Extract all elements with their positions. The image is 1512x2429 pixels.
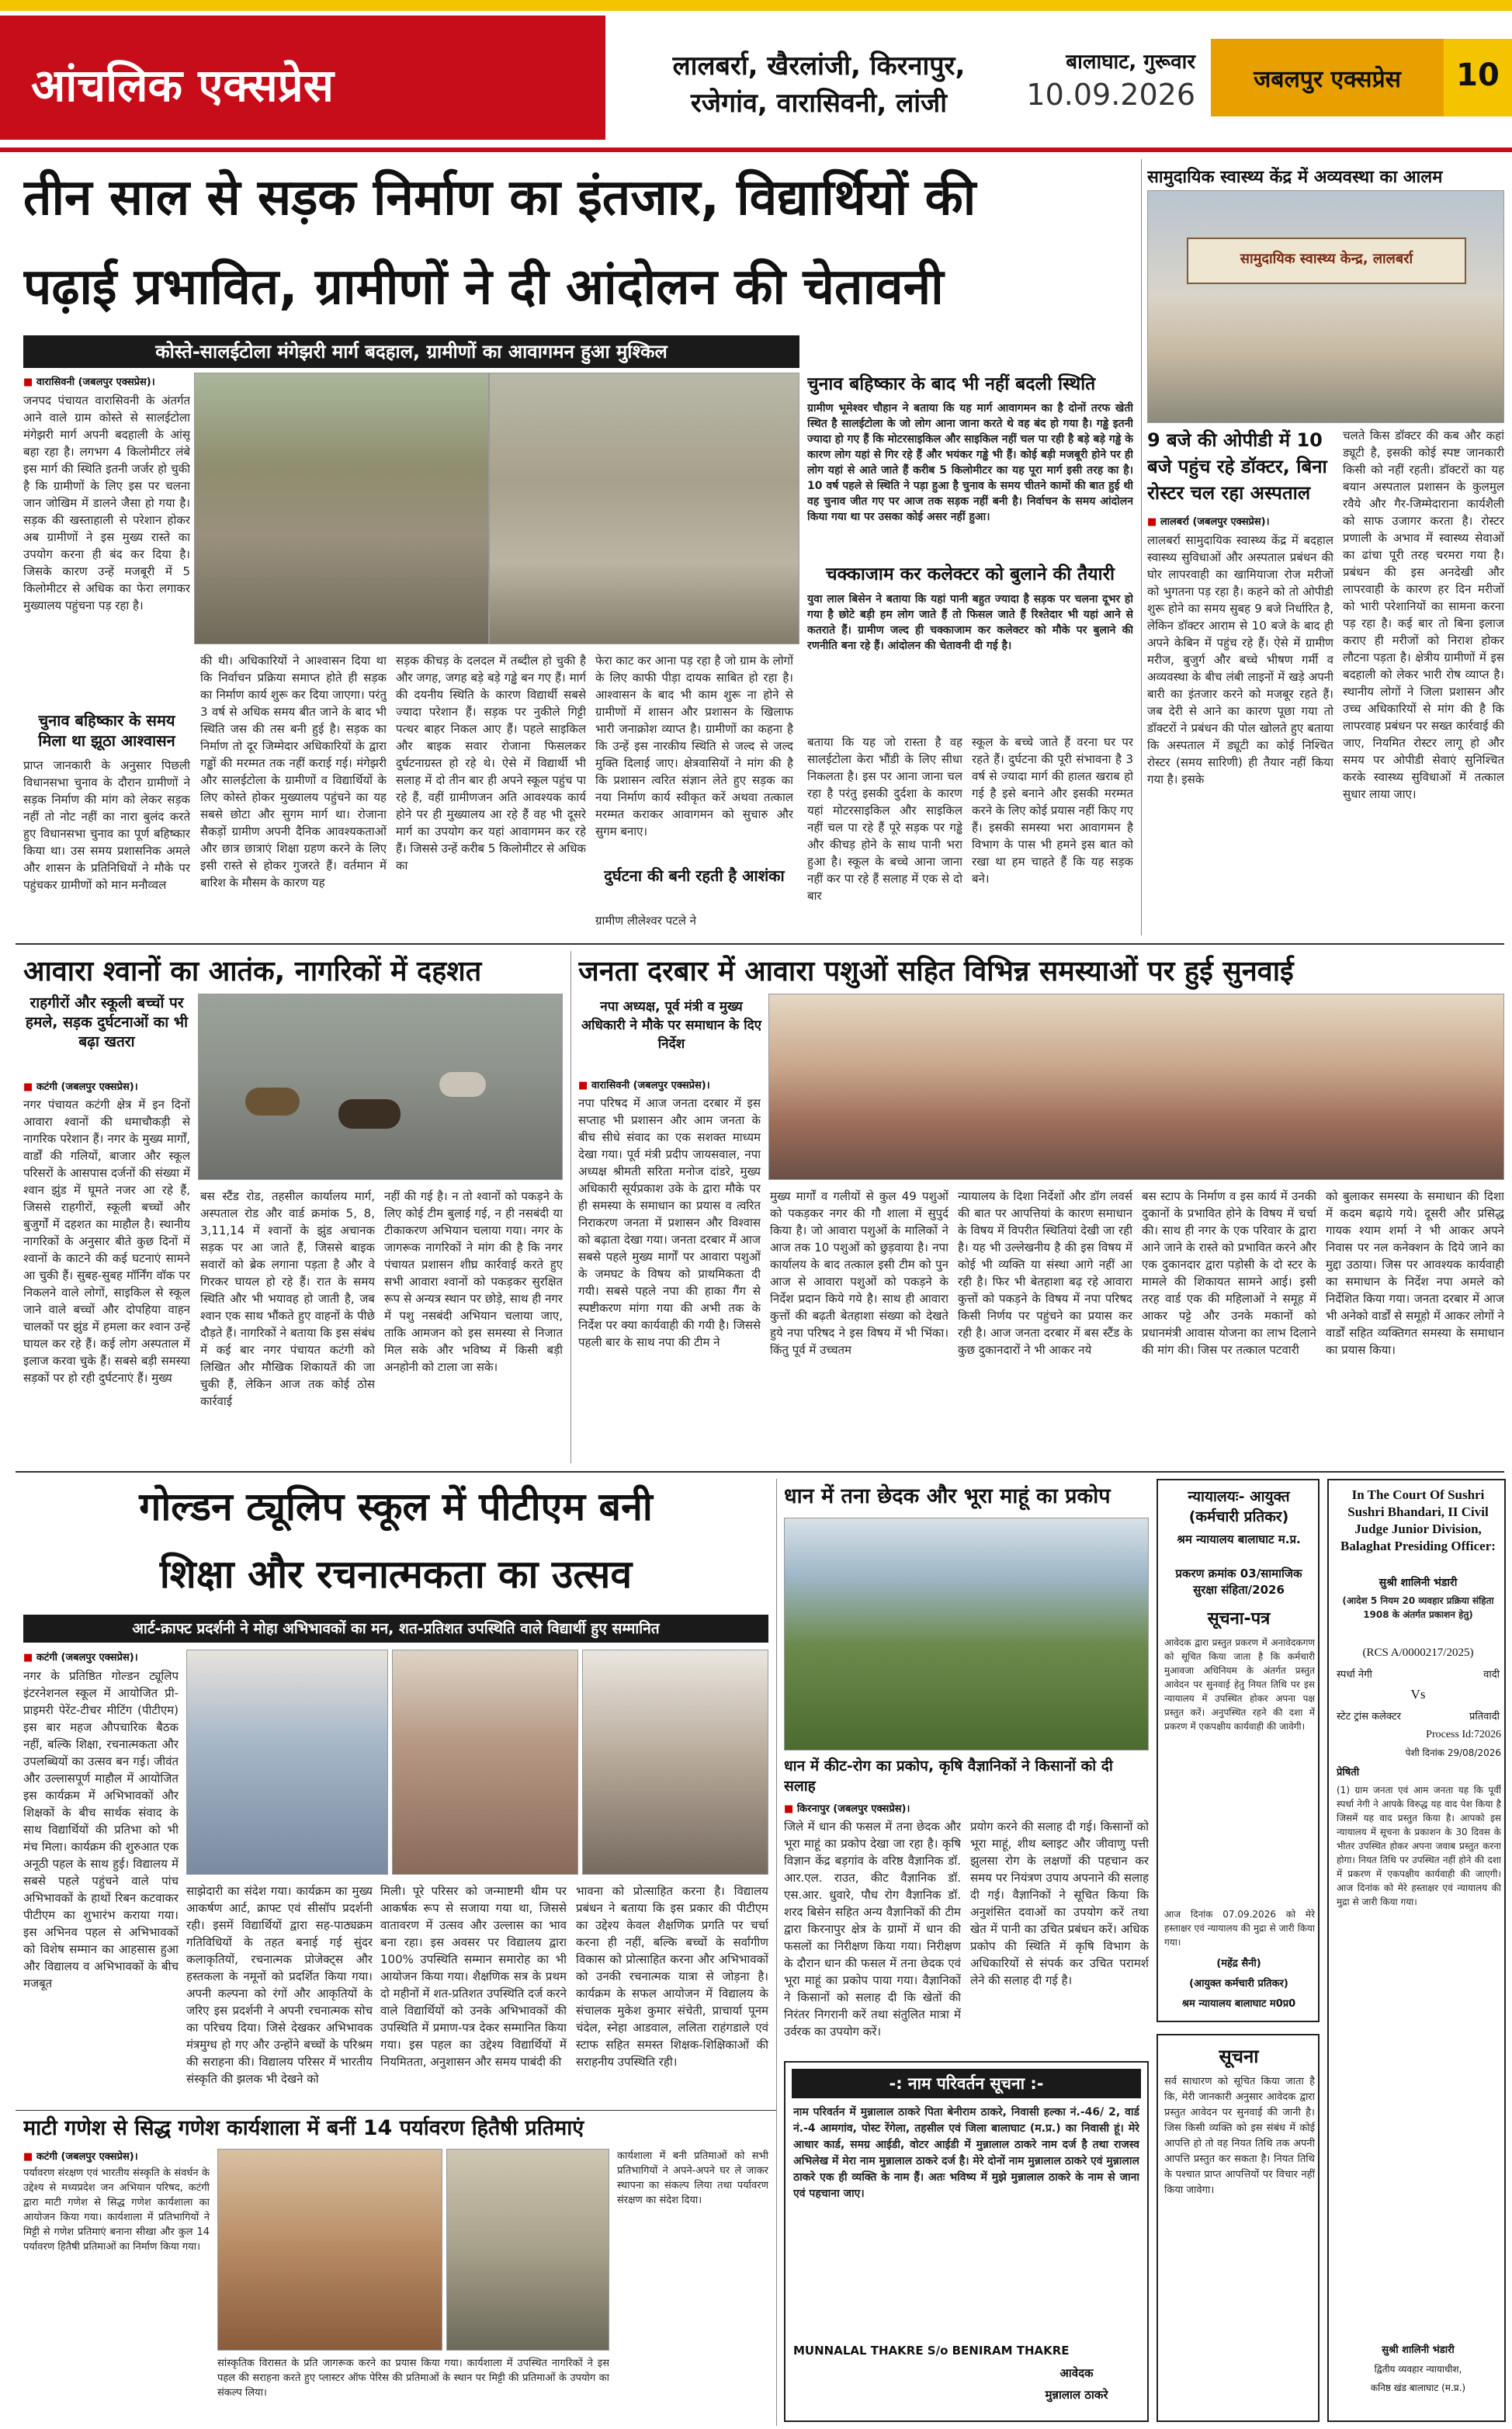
ganesh-col-1: पर्यावरण संरक्षण एवं भारतीय संस्कृति के संवर्धन के उद्देश्य से मध्यप्रदेश जन अभियान परिषद, कटंगी द्वारा माटी गणेश से सिद्ध गणेश कार्यशाला का आयोजन किया गया। कार्यशाला में प्रतिभागियों ने मिट्टी से गणेश प्रतिमाएं बनाना सीखा और कुल 14 पर्यावरण हितैषी प्रतिमाओं का निर्माण किया गया। — [23, 2167, 210, 2253]
paddy-photo — [784, 1518, 1149, 1751]
school-paddy-divider — [776, 1479, 777, 2426]
dog-silhouette-1 — [245, 1088, 300, 1116]
school-col-2: साझेदारी का संदेश गया। कार्यक्रम का मुख्य आकर्षण आर्ट, क्राफ्ट एवं सीसॉप प्रदर्शनी रही। इसमें विद्यार्थियों द्वारा सह-पाठ्यक्रम गतिविधियों के तहत बनाई गई सुंदर कलाकृतियों, रचनात्मक प्रोजेक्ट्स और हस्तकला के नमूनों को प्रदर्शित किया गया। अपनी कल्पना को रंगों और आकृतियों के जरिए इस प्रदर्शनी ने अपनी रचनात्मक सोच का परिचय दिया। जिसे देखकर अभिभावक मंत्रमुग्ध हो गए और उन्होंने बच्चों के परिश्रम की सराहना की। विद्यालय परिसर में भारतीय संस्कृति की झलक भी देखने को — [186, 1884, 373, 2086]
civil-court-plaintiff-role: वादी — [1483, 1669, 1500, 1681]
ganesh-headline: माटी गणेश से सिद्ध गणेश कार्यशाला में बनीं 14 पर्यावरण हितैषी प्रतिमाएं — [23, 2116, 584, 2140]
paddy-caption: धान में कीट-रोग का प्रकोप, कृषि वैज्ञानिकों ने किसानों को दी सलाह — [784, 1758, 1113, 1795]
civil-court-defendant-role: प्रतिवादी — [1469, 1711, 1500, 1723]
school-byline: ■ कटंगी (जबलपुर एक्सप्रेस)। — [23, 1650, 179, 1664]
masthead-yellow-bar — [0, 0, 1512, 11]
labour-court-body: आवेदक द्वारा प्रस्तुत प्रकरण में अनावेदकगण को सूचित किया जाता है कि कर्मचारी मुआवजा अधिनियम के अंतर्गत प्रस्तुत आवेदन पर सुनवाई हेतु नियत तिथि पर इस न्यायालय में उपस्थित होकर अपना पक्ष प्रस्तुत करें। अनुपस्थित रहने की दशा में प्रकरण में एकपक्षीय कार्यवाही की जावेगी। — [1164, 1637, 1315, 1732]
labour-court-date: आज दिनांक 07.09.2026 को मेरे हस्ताक्षर एवं न्यायालय की मुद्रा से जारी किया गया। — [1164, 1909, 1315, 1948]
lead-box-head: चुनाव बहिष्कार के बाद भी नहीं बदली स्थिति — [807, 374, 1096, 394]
civil-court-rule: (आदेश 5 नियम 20 व्यवहार प्रक्रिया संहिता 1908 के अंतर्गत प्रकाशन हेतु) — [1342, 1595, 1494, 1620]
lead-health-divider — [1141, 159, 1142, 935]
ganesh-col-3: कार्यशाला में बनी प्रतिमाओं को सभी प्रतिभागियों ने अपने-अपने घर ले जाकर स्थापना का संकल्प लिया तथा पर्यावरण संरक्षण का संदेश दिया। — [617, 2150, 768, 2206]
general-notice-title: सूचना — [1219, 2046, 1259, 2067]
ganesh-col-2: सांस्कृतिक विरासत के प्रति जागरूक करने का प्रयास किया गया। कार्यशाला में उपस्थित नागरिकों ने इस पहल की सराहना करते हुए प्लास्टर ऑफ पेरिस की प्रतिमाओं के स्थान पर मिट्टी की प्रतिमाओं के उपयोग का संकल्प लिया। — [217, 2358, 609, 2399]
janata-headline: जनता दरबार में आवारा पशुओं सहित विभिन्न समस्याओं पर हुई सुनवाई — [578, 956, 1294, 987]
section-title-band — [0, 16, 605, 140]
paddy-byline: ■ किरनापुर (जबलपुर एक्सप्रेस)। — [784, 1801, 1149, 1815]
page-number: 10 — [1456, 57, 1500, 93]
school-col-3: मिली। पूरे परिसर को जन्माष्टमी थीम पर आकर्षक रूप से सजाया गया था, जिससे वातावरण में उत्सव और उल्लास का भाव बना रहा। इस अवसर पर विद्यालय द्वारा 100% उपस्थिति सम्मान समारोह का भी आयोजन किया गया। शैक्षणिक सत्र के प्रथम दो महीनों में शत-प्रतिशत उपस्थिति दर्ज करने वाले विद्यार्थियों को उनके अभिभावकों की उपस्थिति में प्रमाण-पत्र देकर सम्मानित किया गया। इस पहल का उद्देश्य विद्यार्थियों में नियमितता, अनुशासन और समय पाबंदी की — [380, 1884, 567, 2069]
lead-sub-1: चुनाव बहिष्कार के समय मिला था झूठा आश्वासन — [38, 711, 175, 750]
dog-silhouette-2 — [338, 1099, 401, 1129]
lead-col-6: स्कूल के बच्चे जाते हैं वरना घर पर रहते हैं। दुर्घटना की पूरी संभावना है 3 वर्ष से ज्यादा मार्ग की हालत खराब हो गई है इसे बनाने और इसकी मरम्मत करने के लिए कोई प्रयास नहीं किए गए हैं। इसकी समस्या भरा आवागमन है विभाग के पास भी हमने इस बात को रखा था हम चाहते हैं कि यह सड़क बने। — [972, 735, 1133, 886]
lead-col-2: की थी। अधिकारियों ने आश्वासन दिया था कि निर्वाचन प्रक्रिया समाप्त होते ही सड़क का निर्माण कार्य शुरू कर दिया जाएगा। परंतु 3 वर्ष से अधिक समय बीत जाने के बाद भी स्थिति जस की तस बनी हुई है। सड़क का निर्माण तो दूर जिम्मेदार अधिकारियों के द्वारा गड्ढों की मरम्मत तक नहीं कराई गई। मंगेझरी और सालईटोला के ग्रामीणों व विद्यार्थियों के लिए कोस्ते होकर मुख्यालय पहुंचने का यह सबसे छोटा और सुगम मार्ग था। रोजाना सैकड़ों ग्रामीण अपनी दैनिक आवश्यकताओं और छात्र छात्राएं शिक्षा ग्रहण करने के लिए इसी रास्ते से होकर गुजरते हैं। वर्तमान में बारिश के मौसम के कारण यह — [200, 654, 387, 890]
school-headline-2: शिक्षा और रचनात्मकता का उत्सव — [159, 1552, 633, 1597]
janata-col-4: बस स्टाप के निर्माण व इस कार्य में उनकी दुकानों के प्रभावित होने के विषय में चर्चा की। साथ ही नगर के एक परिवार के द्वारा आने जाने के रास्ते को प्रभावित करने और एक दुकानदार द्वारा पड़ोसी के दो स्टर के मामले की शिकायत सामने आई। इसी तरह वार्ड एक की महिलाओं ने समूह में आकर पट्टे और उनके मकानों को प्रधानमंत्री आवास योजना का लाभ दिलाने की मांग की। जिस पर तत्काल पटवारी — [1142, 1189, 1316, 1357]
lead-col-1b: प्राप्त जानकारी के अनुसार पिछली विधानसभा चुनाव के दौरान ग्रामीणों ने सड़क निर्माण की मांग को लेकर सड़क नहीं तो नोट नहीं का नारा बुलंद करते हुए विधानसभा चुनाव का पूर्ण बहिष्कार किया था। उस समय प्रशासनिक अमले और शासन के प्रतिनिधियों ने मौके पर पहुंचकर ग्रामीणों को मान मनौव्वल — [23, 758, 190, 892]
lead-byline: ■ वारासिवनी (जबलपुर एक्सप्रेस)। — [23, 374, 190, 388]
civil-court-plaintiff: स्पर्धा नेगी — [1337, 1669, 1372, 1681]
name-change-name-en: MUNNALAL THAKRE S/o BENIRAM THAKRE — [793, 2344, 1070, 2358]
paper-name: जबलपुर एक्सप्रेस — [1254, 66, 1401, 93]
paper-name-band — [1211, 39, 1444, 116]
masthead-rule — [0, 147, 1512, 152]
civil-court-sign: सुश्री शालिनी भंडारी — [1382, 2344, 1455, 2356]
dogs-col-1: नगर पंचायत कटंगी क्षेत्र में इन दिनों आवारा श्वानों की धमाचौकड़ी से नागरिक परेशान हैं। नगर के मुख्य मार्गों, वार्डों की गलियों, बाजार और स्कूल परिसरों के आसपास दर्जनों की संख्या में श्वान झुंड में घूमते नजर आ रहे हैं, जिससे राहगीरों, स्कूली बच्चों और बुजुर्गों में दहशत का माहौल है। स्थानीय नागरिकों के अनुसार बीते कुछ दिनों में श्वानों के काटने की कई घटनाएं सामने आ चुकी हैं। सुबह-सुबह मॉर्निंग वॉक पर निकलने वाले लोगों, साइकिल से स्कूल जाने वाले बच्चों और दोपहिया वाहन चालकों पर झुंड में हमला कर श्वान उन्हें घायल कर रहे हैं। कई लोग अस्पताल में इलाज करवा चुके हैं। सबसे बड़ी समस्या सड़कों पर हो रही दुर्घटनाएं हैं। मुख्य — [23, 1098, 190, 1385]
janata-col-2: मुख्य मार्गों व गलीयों से कुल 49 पशुओं को पकड़कर नगर की गौ शाला में सुपुर्द किया है। जो आवारा पशुओं के मालिकों ने आज तक 10 पशुओं को छुड़वाया है। नपा कार्यालय के बाद तत्काल इसी टीम को पुन आज से आवारा पशुओं को पकड़ने के निर्देश प्रदान किये गये है। साथ ही आवारा कुत्तों की बढ़ती बेतहाशा संख्या को देखते हुये नपा परिषद ने इस विषय में भी भिंका। किंतु पूर्व में उच्चतम — [770, 1189, 948, 1357]
section-title: आंचलिक एक्सप्रेस — [31, 59, 334, 112]
general-notice — [1157, 2034, 1320, 2422]
ganesh-byline: ■ कटंगी (जबलपुर एक्सप्रेस)। — [23, 2149, 210, 2163]
health-kicker: सामुदायिक स्वास्थ्य केंद्र में अव्यवस्था का आलम — [1147, 168, 1443, 187]
health-col-1: लालबर्रा सामुदायिक स्वास्थ्य केंद्र में बदहाल स्वास्थ्य सुविधाओं और अस्पताल प्रबंधन की घोर लापरवाही का खामियाजा रोज मरीजों को भुगतना पड़ रहा है। कहने को तो ओपीडी शुरू होने का समय सुबह 9 बजे निर्धारित है, लेकिन डॉक्टर आराम से 10 बजे के बाद ही अपने केबिन में पहुंच रहे हैं। ऐसे में ग्रामीण मरीज, बुजुर्ग और बच्चे भीषण गर्मी व अव्यवस्था के बीच लंबी लाइनों में खड़े अपनी बारी का इंतजार करने को मजबूर रहते हैं। जब देरी से आने का कारण पूछा गया तो डॉक्टरों ने प्रबंधन की पोल खोलते हुए बताया कि अस्पताल में ड्यूटी का कोई निश्चित रोस्टर (समय सारिणी) ही तैयार नहीं किया गया है। इसके — [1147, 533, 1333, 786]
civil-court-hindi-name: सुश्री शालिनी भंडारी — [1378, 1577, 1458, 1589]
school-photo-2 — [392, 1650, 578, 1875]
school-col-4: भावना को प्रोत्साहित करना है। विद्यालय प्रबंधन ने बताया कि इस प्रकार की पीटीएम का उद्देश्य केवल शैक्षणिक प्रगति पर चर्चा करना ही नहीं, बल्कि बच्चों के सर्वांगीण विकास को प्रोत्साहित करना और अभिभावकों को उनकी रचनात्मक यात्रा से जोड़ना है। कार्यक्रम के सफल आयोजन में विद्यालय के संचालक मुकेश कुमार संचेती, प्राचार्या पूनम चंदेल, स्नेहा आडवाल, ललिता राहंगडाले एवं स्टाफ सहित समस्त शिक्षक-शिक्षिकाओं की सराहनीय उपस्थिति रही। — [576, 1884, 768, 2069]
row2-rule — [16, 1471, 1504, 1473]
janata-photo — [768, 994, 1504, 1180]
dogs-sub: राहगीरों और स्कूली बच्चों पर हमले, सड़क दुर्घटनाओं का भी बढ़ा खतरा — [25, 994, 189, 1050]
school-col-1: नगर के प्रतिष्ठित गोल्डन ट्यूलिप इंटरनेशनल स्कूल में आयोजित प्री-प्राइमरी पेरेंट-टीचर मीटिंग (पीटीएम) इस बार महज औपचारिक बैठक नहीं, बल्कि शिक्षा, रचनात्मकता और उपलब्धियों का उत्सव बन गई। जीवंत और उल्लासपूर्ण माहौल में आयोजित इस कार्यक्रम में अभिभावकों और शिक्षकों के बीच सार्थक संवाद के साथ विद्यार्थियों की प्रतिभा को भी मंच मिला। कार्यक्रम की शुरुआत एक अनूठी पहल के साथ हुई। विद्यालय में सबसे पहले पहुंचने वाले पांच अभिभावकों के हाथों रिबन कटवाकर पीटीएम का शुभारंभ कराया गया। इस अभिनव पहल से अभिभावकों को विशेष सम्मान का आहसास हुआ और विद्यालय व अभिभावकों के बीच मजबूत — [23, 1669, 179, 1990]
school-photo-3 — [582, 1650, 768, 1875]
health-photo — [1147, 190, 1504, 423]
dogs-byline: ■ कटंगी (जबलपुर एक्सप्रेस)। — [23, 1079, 190, 1093]
issue-date: 10.09.2026 — [1026, 78, 1195, 112]
paddy-col-1: जिले में धान की फसल में तना छेदक और भूरा माहूं का प्रकोप देखा जा रहा है। कृषि विज्ञान केंद्र बड़गांव के वरिष्ठ वैज्ञानिक डॉ. आर.एल. राउत, कीट वैज्ञानिक डॉ. एस.आर. धुवारे, पौध रोग वैज्ञानिक डॉ. शरद बिसेन सहित अन्य वैज्ञानिकों की टीम द्वारा किरनापुर क्षेत्र के ग्रामों में धान की फसलों का निरीक्षण किया गया। निरीक्षण के दौरान धान की फसल में तना छेदक एवं भूरा माहूं का प्रकोप पाया गया। वैज्ञानिकों ने किसानों को सलाह दी कि खेतों की निरंतर निगरानी करें तथा संतुलित मात्रा में उर्वरक का उपयोग करें। — [784, 1820, 961, 2039]
lead-headline-1: तीन साल से सड़क निर्माण का इंतजार, विद्यार्थियों की — [23, 169, 976, 227]
general-notice-body: सर्व साधारण को सूचित किया जाता है कि, मेरी जानकारी अनुसार आवेदक द्वारा प्रस्तुत आवेदन पर सुनवाई की जानी है। जिस किसी व्यक्ति को इस संबंध में कोई आपत्ति हो तो वह नियत तिथि तक अपनी आपत्ति प्रस्तुत कर सकता है। नियत तिथि के पश्चात प्राप्त आपत्तियों पर विचार नहीं किया जावेगा। — [1164, 2076, 1315, 2196]
civil-court-defendant: स्टेट ट्रांस कलेक्टर — [1337, 1711, 1401, 1723]
masthead — [0, 0, 1512, 155]
labour-court-line-2: श्रम न्यायालय बालाघाट म.प्र. — [1177, 1532, 1301, 1546]
lead-col-4b: ग्रामीण लीलेश्वर पटले ने — [595, 914, 697, 928]
paddy-col-2: प्रयोग करने की सलाह दी गई। किसानों को भूरा माहूं, शीथ ब्लाइट और जीवाणु पत्ती झुलसा रोग के लक्षणों की पहचान कर समय पर नियंत्रण उपाय अपनाने की सलाह दी गई। वैज्ञानिकों ने सूचित किया कि अनुशंसित दवाओं का उपयोग करें तथा खेत में पानी का उचित प्रबंधन करें। अधिक प्रकोप की स्थिति में कृषि विभाग के अधिकारियों से संपर्क कर उचित परामर्श लेने की सलाह दी गई है। — [970, 1820, 1149, 1987]
lead-col-4: फेरा काट कर आना पड़ रहा है जो ग्राम के लोगों के लिए काफी पीड़ा दायक साबित हो रहा है। आश्वासन के बाद भी काम शुरू ना होने से ग्रामीणों में शासन और प्रशासन के खिलाफ भारी जनाक्रोश व्याप्त है। ग्रामीणों का कहना है कि उन्हें इस नारकीय स्थिति से जल्द से जल्द मुक्ति दिलाई जाए। क्षेत्रवासियों ने मांग की है कि प्रशासन त्वरित संज्ञान लेते हुए सड़क का नया निर्माण कार्य स्वीकृत करें अथवा तत्काल मरम्मत कराकर आवागमन को सुचारु और सुगम बनाए। — [595, 654, 793, 838]
ganesh-photo-2 — [446, 2149, 609, 2351]
civil-court-date: पेशी दिनांक 29/08/2026 — [1405, 1747, 1501, 1758]
name-change-notice — [784, 2061, 1149, 2422]
lead-photo-left — [194, 373, 489, 644]
paddy-headline: धान में तना छेदक और भूरा माहूं का प्रकोप — [784, 1484, 1111, 1508]
towns-line-2: रजेगांव, वारासिवनी, लांजी — [690, 88, 948, 119]
lead-col-5: बताया कि यह जो रास्ता है वह सालईटोला केरा भौंडी के लिए सीधा निकलता है। इस पर आना जाना चल रहा है परंतु इसकी दुर्दशा के कारण यहां मोटरसाइकिल और साइकिल नहीं चल पा रहे हैं पूरे सड़क पर गड्ढे और कीचड़ होने के साथ पानी भरा हुआ है। स्कूल के बच्चे आना जाना नहीं कर पा रहे हैं सलाह में एक से दो बार — [807, 735, 962, 903]
school-headline-1: गोल्डन ट्यूलिप स्कूल में पीटीएम बनी — [139, 1484, 653, 1529]
civil-court-head: In The Court Of Sushri Sushri Bhandari, II Civil Judge Junior Division, Balaghat Presiding Officer: — [1340, 1487, 1496, 1553]
dogs-headline: आवारा श्वानों का आतंक, नागरिकों में दहशत — [23, 956, 482, 987]
labour-court-sign-role: (आयुक्त कर्मचारी प्रतिकर) — [1189, 1978, 1288, 1990]
janata-byline: ■ वारासिवनी (जबलपुर एक्सप्रेस)। — [578, 1077, 765, 1091]
row1-rule — [16, 943, 1504, 945]
name-change-text: नाम परिवर्तन में मुन्नालाल ठाकरे पिता बेनीराम ठाकरे, निवासी हल्का नं.-46/ 2, वार्ड नं.-4 आमगांव, पोस्ट रेंगेला, तहसील एवं जिला बालाघाट (म.प्र.) का निवासी हूं। मेरे आधार कार्ड, समग्र आईडी, वोटर आईडी में मुन्नालाल ठाकरे नाम दर्ज है तथा राजस्व अभिलेख में मेरा नाम मुन्नालाल ठाकरे दर्ज है। मेरे दोनों नाम मुन्नालाल ठाकरे एवं मुन्नालाल ठाकरे एक ही व्यक्ति के नाम हैं। अतः भविष्य में मुझे मुन्नालाल ठाकरे के नाम से जाना एवं पहचाना जाए। — [793, 2106, 1139, 2200]
dogs-col-3: नहीं की गई है। न तो श्वानों को पकड़ने के लिए कोई टीम बुलाई गई, न ही नसबंदी या टीकाकरण अभियान चलाया गया। नगर के जागरूक नागरिकों ने मांग की है कि नगर पंचायत प्रशासन शीघ्र कार्रवाई करते हुए सभी आवारा श्वानों को पकड़कर सुरक्षित रूप से अन्यत्र स्थान पर छोड़े, साथ ही नगर में पशु नसबंदी अभियान चलाया जाए, ताकि आमजन को इस समस्या से निजात मिल सके और भविष्य में किसी बड़ी अनहोनी को टाला जा सके। — [384, 1189, 563, 1374]
ganesh-photo-1 — [217, 2149, 442, 2351]
school-photo-1 — [186, 1650, 388, 1875]
health-byline: ■ लालबर्रा (जबलपुर एक्सप्रेस)। — [1147, 514, 1341, 528]
lead-sub-2: दुर्घटना की बनी रहती है आशंका — [604, 866, 785, 885]
dogs-col-2: बस स्टैंड रोड, तहसील कार्यालय मार्ग, अस्पताल रोड और वार्ड क्रमांक 5, 8, 3,11,14 में श्वानों के झुंड अचानक सड़क पर आ जाते हैं, जिससे बाइक सवारों को ब्रेक लगाना पड़ता है और वे गिरकर घायल हो रहे हैं। रात के समय स्थिति और भी भयावह हो जाती है, जब श्वान एक साथ भौंकते हुए वाहनों के पीछे दौड़ते हैं। नागरिकों ने बताया कि इस संबंध में कई बार नगर पंचायत कटंगी को लिखित और मौखिक शिकायतें की जा चुकी हैं, लेकिन आज तक कोई ठोस कार्रवाई — [200, 1189, 375, 1408]
name-change-applicant-name: मुन्नालाल ठाकरे — [1045, 2388, 1108, 2402]
labour-court-title: न्यायालयः- आयुक्त (कर्मचारी प्रतिकर) — [1188, 1488, 1290, 1525]
health-col-2: चलते किस डॉक्टर की कब और कहां ड्यूटी है, इसकी कोई स्पष्ट जानकारी किसी को नहीं रहती। डॉक्टरों का यह बयान अस्पताल प्रशासन के कुलमुल रवैये और गैर-जिम्मेदाराना कार्यशैली को साफ उजागर करता है। रोस्टर प्रणाली के अभाव में स्वास्थ्य सेवाओं का ढांचा पूरी तरह चरमरा गया है। प्रबंधन की इस अनदेखी और लापरवाही के कारण हर दिन मरीजों को भारी परेशानियों का सामना करना पड़ रहा है। कई बार तो बिना इलाज कराए ही मरीजों को निराश होकर लौटना पड़ता है। क्षेत्रीय ग्रामीणों में इस बदहाली को लेकर भारी रोष व्याप्त है। स्थानीय लोगों ने जिला प्रशासन और उच्च अधिकारियों से मांग की है कि लापरवाह प्रबंधन पर सख्त कार्रवाई की जाए, नियमित रोस्टर लागू हो और समय पर ओपीडी सेवाएं सुनिश्चित करके स्वास्थ्य सुविधाओं में तत्काल सुधार लाया जाए। — [1343, 429, 1504, 801]
health-headline: 9 बजे की ओपीडी में 10 बजे पहुंच रहे डॉक्टर, बिना रोस्टर चल रहा अस्पताल — [1147, 429, 1327, 504]
lead-box — [807, 373, 1133, 726]
janata-sub: नपा अध्यक्ष, पूर्व मंत्री व मुख्य अधिकारी ने मौके पर समाधान के दिए निर्देश — [581, 999, 762, 1052]
lead-box-sub: चक्काजाम कर कलेक्टर को बुलाने की तैयारी — [826, 564, 1115, 585]
lead-col-1: जनपद पंचायत वारासिवनी के अंतर्गत आने वाले ग्राम कोस्ते से सालईटोला मंगेझरी मार्ग अपनी बदहाली के आंसू बहा रहा है। लगभग 4 किलोमीटर लंबे इस मार्ग की स्थिति इतनी जर्जर हो चुकी है कि ग्रामीणों के लिए इस पर चलना जान जोखिम में डालने जैसा हो गया है। सड़क की खस्ताहाली से परेशान होकर अब ग्रामीणों ने इस मुख्य रास्ते का उपयोग करना ही बंद कर दिया है। जिसके कारण उन्हें मजबूरी में 5 किलोमीटर से अधिक का फेरा लगाकर मुख्यालय पहुंचना पड़ रहा है। — [23, 394, 190, 612]
lead-photo-right — [489, 373, 799, 644]
dog-silhouette-3 — [439, 1072, 486, 1097]
civil-court-vs: Vs — [1410, 1687, 1426, 1702]
civil-court-notice — [1327, 1479, 1506, 2422]
civil-court-process: Process Id:72026 — [1426, 1729, 1501, 1740]
civil-court-addressee: प्रेषिती — [1337, 1767, 1360, 1778]
labour-court-notice-label: सूचना-पत्र — [1207, 1609, 1271, 1629]
school-deck: आर्ट-क्राफ्ट प्रदर्शनी ने मोहा अभिभावकों का मन, शत-प्रतिशत उपस्थिति वाले विद्यार्थी हुए सम्मानित — [23, 1615, 768, 1643]
labour-court-sign-place: श्रम न्यायालय बालाघाट म0प्र0 — [1181, 1998, 1296, 2010]
civil-court-case: (RCS A/0000217/2025) — [1362, 1647, 1474, 1659]
lead-deck: कोस्ते-सालईटोला मंगेझरी मार्ग बदहाल, ग्रामीणों का आवागमन हुआ मुश्किल — [23, 335, 799, 368]
lead-box-text-2: युवा लाल बिसेन ने बताया कि यहां पानी बहुत ज्यादा है सड़क पर चलना दूभर हो गया है छोटे बड़ी हम लोग जाते हैं तो फिसल जाते हैं रिश्तेदार भी यहां आने से कतराते हैं। ग्रामीण जल्द ही चक्काजाम कर कलेक्टर को मौके पर बुलाने की रणनीति बना रहे हैं। आंदोलन की चेतावनी दी गई है। — [807, 593, 1133, 652]
janata-col-1: नपा परिषद में आज जनता दरबार में इस सप्ताह भी प्रशासन और आम जनता के बीच सीधे संवाद का एक सशक्त माध्यम देखा गया। पूर्व मंत्री प्रदीप जायसवाल, नपा अध्यक्ष श्रीमती सरिता मनोज दांडरे, मुख्य अधिकारी सूर्यप्रकाश उके के द्वारा मौके पर ही समस्या के समाधान का प्रयास व त्वरित निराकरण जनता में प्रशासन और विश्वास को बढ़ाता देखा गया। जनता दरबार में आज सबसे पहले मुख्य मार्गों पर आवारा पशुओं के जमघट के विषय को प्राथमिकता दी गयी। सबसे पहले नपा की हाका गैंग से स्पष्टीकरण मांगा गया की अभी तक के निर्देश पर क्या कार्यवाही की गयी है। जिससे पहली बार के साथ नपा की टीम ने — [578, 1096, 761, 1349]
lead-box-text: ग्रामीण भूमेश्वर चौहान ने बताया कि यह मार्ग आवागमन का है दोनों तरफ खेती स्थित है सालईटोला के जो लोग आना जाना करते थे वह बंद हो गया है। गड्ढे इतनी ज्यादा हो गए हैं कि मोटरसाइकिल और साइकिल नहीं चल पा रही है बड़े बड़े गड्ढे के कारण लोग यहां से गिर रहे हैं और भयंकर गड्ढे भी हैं। कोई बड़ी मजबूरी होने पर ही लोग यहां से आते जाते हैं करीब 5 किलोमीटर का यह पूरा मार्ग इसी तरह का है। 10 वर्ष पहले से स्थिति ने पड़ा हुआ है चुनाव के समय चीतने कामों की बात हुई थी वह चुनाव जीत गए पर आज तक सड़क नहीं बनी है। निर्वाचन के समय आंदोलन किया गया था पर उसका कोई असर नहीं हुआ। — [807, 402, 1133, 523]
janata-col-5: को बुलाकर समस्या के समाधान की दिशा में कदम बढ़ाये गये। दूसरी और प्रसिद्ध गायक श्याम शर्मा ने भी आकर अपने निवास पर नल कनेक्शन के दिये जाने का मुद्दा उठाया। जिस पर आवश्यक कार्यवाही का समाधान के निर्देश नपा अमले को निर्देशित किया गया। जनता दरबार में आज भी अनेको वार्डों से समूहो में आकर लोगों ने वार्डों सहित व्यक्तिगत समस्या के समाधान का प्रयास किया। — [1326, 1189, 1504, 1357]
dogs-photo — [198, 994, 563, 1180]
page-number-band — [1444, 39, 1512, 116]
civil-court-body: (1) ग्राम जनता एवं आम जनता यह कि पूर्वी स्पर्धा नेगी ने आपके विरुद्ध यह वाद पेश किया है जिसमें यह वाद प्रस्तुत किया है। आपको इस न्यायालय में सूचना के प्रकाशन के 30 दिवस के भीतर उपस्थित होकर अपना जवाब प्रस्तुत करना होगा। नियत तिथि पर उपस्थित नहीं होने की दशा में प्रकरण में एकपक्षीय कार्यवाही की जाएगी। आज दिनांक को मेरे हस्ताक्षर एवं न्यायालय की मुद्रा से जारी किया गया। — [1337, 1785, 1501, 1907]
civil-court-sign-place: कनिष्ठ खंड बालाघाट (म.प्र.) — [1370, 2382, 1466, 2393]
labour-court-notice — [1157, 1479, 1320, 2022]
lead-headline-2: पढ़ाई प्रभावित, ग्रामीणों ने दी आंदोलन की चेतावनी — [23, 259, 944, 316]
health-sign-text: सामुदायिक स्वास्थ्य केन्द्र, लालबर्रा — [1240, 251, 1413, 267]
labour-court-line-3: प्रकरण क्रमांक 03/सामाजिक सुरक्षा संहिता/2026 — [1175, 1567, 1302, 1597]
labour-court-sign-name: (महेंद्र सैनी) — [1216, 1958, 1261, 1969]
civil-court-sign-role: द्वितीय व्यवहार न्यायाधीश, — [1374, 2364, 1462, 2375]
lead-col-3: सड़क कीचड़ के दलदल में तब्दील हो चुकी है और जगह, जगह बड़े बड़े गड्ढे बन गए हैं। मार्ग की दयनीय स्थिति के कारण विद्यार्थी सबसे ज्यादा परेशान हैं। सड़क पर नुकीले गिट्टी पत्थर बाहर निकल आए हैं। पहले साइकिल और बाइक सवार रोजाना फिसलकर दुर्घटनाग्रस्त हो रहे थे। ऐसे में विद्यार्थी भी सलाह में दो तीन बार ही अपने स्कूल पहुंच पा रहे हैं, वहीं ग्रामीणजन अति आवश्यक कार्य होने पर ही मुख्यालय आ रहे हैं वह भी दूसरे मार्ग का उपयोग कर यहां आवागमन कर रहे हैं। जिससे उन्हें करीब 5 किलोमीटर से अधिक का — [396, 654, 586, 873]
janata-col-3: न्यायालय के दिशा निर्देशों और डॉग लवर्स की बात पर आपत्तियां के कारण समाधान के विषय में विपरीत स्थितियां देखी जा रही है। यह भी उल्लेखनीय है की इस विषय में कोई भी व्यक्ति या संस्था आगे नहीं आ रही है। फिर भी बेतहाशा बढ़ रहे आवारा कुत्तों को पकड़ने के विषय में नपा परिषद किसी निर्णय पर पहुंचने का प्रयास कर रही है। आज जनता दरबार में बस स्टैंड के कुछ दुकानदारों ने भी आकर नये — [958, 1189, 1132, 1357]
name-change-title: -: नाम परिवर्तन सूचना :- — [792, 2069, 1141, 2098]
towns-line-1: लालबर्रा, खैरलांजी, किरनापुर, — [672, 50, 966, 82]
dogs-janata-divider — [570, 951, 571, 1463]
ganesh-rule — [16, 2110, 776, 2111]
name-change-applicant-label: आवेदक — [1059, 2366, 1094, 2380]
city-day: बालाघाट, गुरूवार — [1066, 50, 1195, 74]
